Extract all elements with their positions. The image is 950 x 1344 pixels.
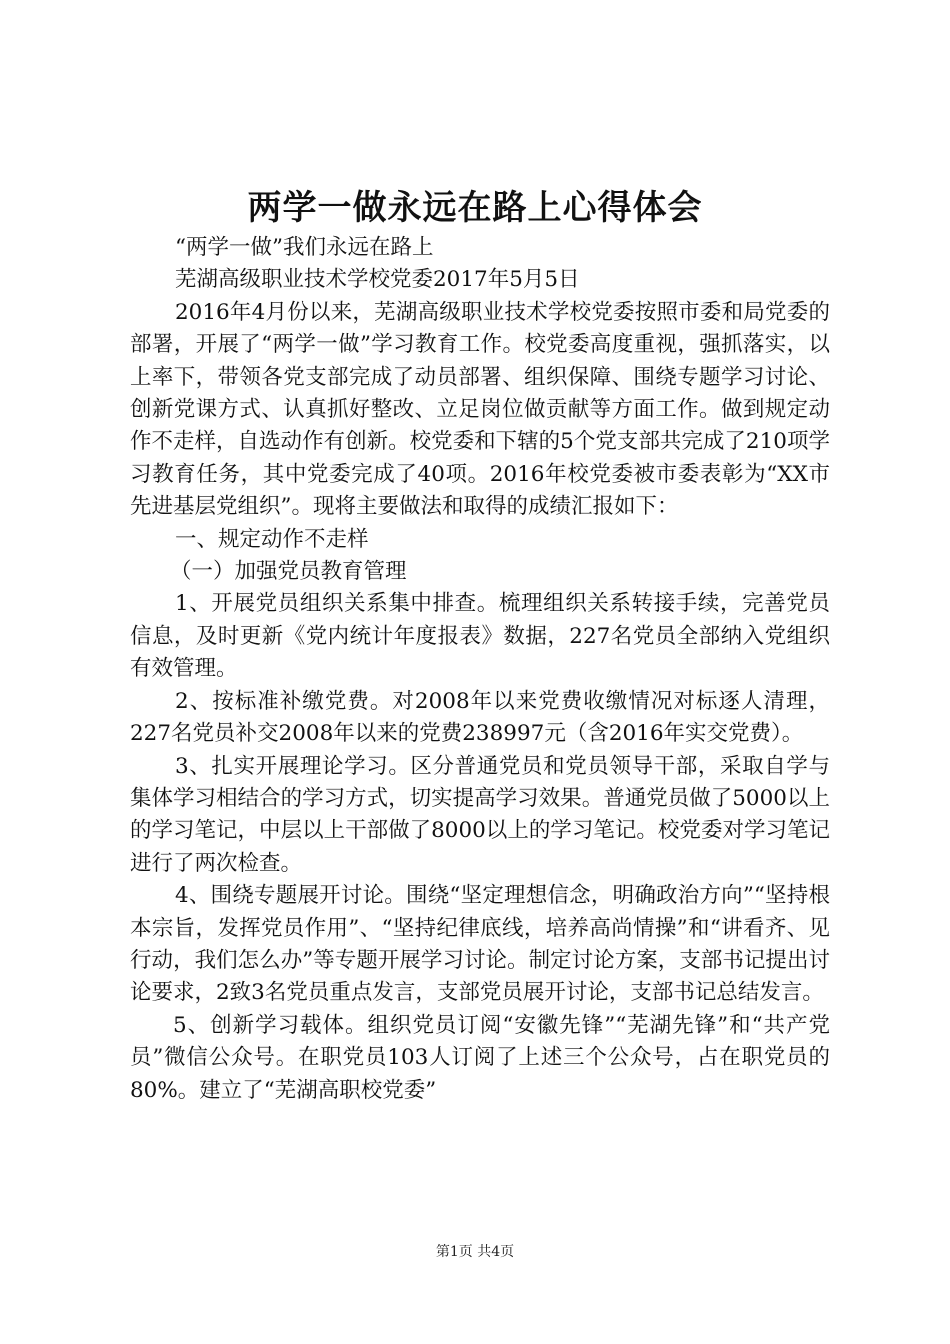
item-paragraph-2: 2、按标准补缴党费。对2008年以来党费收缴情况对标逐人清理，227名党员补交2008年以来的党费238997元（含2016年实交党费）。 bbox=[130, 688, 830, 747]
document-title: 两学一做永远在路上心得体会 bbox=[247, 188, 703, 228]
intro-paragraph: 2016年4月份以来，芜湖高级职业技术学校党委按照市委和局党委的部署，开展了“两学一做”学习教育工作。校党委高度重视，强抓落实，以上率下，带领各党支部完成了动员部署、组织保障、围绕专题学习讨论、创新党课方式、认真抓好整改、立足岗位做贡献等方面工作。做到规定动作不走样，自选动作有创新。校党委和下辖的5个党支部共完成了210项学习教育任务，其中党委完成了40项。2016年校党委被市委表彰为“XX市先进基层党组织”。现将主要做法和取得的成绩汇报如下： bbox=[130, 299, 830, 520]
subsection-heading: （一）加强党员教育管理 bbox=[170, 559, 407, 585]
section-heading: 一、规定动作不走样 bbox=[175, 526, 369, 552]
item-paragraph-1: 1、开展党员组织关系集中排查。梳理组织关系转接手续，完善党员信息，及时更新《党内统计年度报表》数据，227名党员全部纳入党组织有效管理。 bbox=[130, 591, 830, 682]
item-paragraph-4: 4、围绕专题展开讨论。围绕“坚定理想信念，明确政治方向”“坚持根本宗旨，发挥党员作用”、“坚持纪律底线，培养高尚情操”和“讲看齐、见行动，我们怎么办”等专题开展学习讨论。制定讨论方案，支部书记提出讨论要求，2致3名党员重点发言，支部党员展开讨论，支部书记总结发言。 bbox=[130, 883, 830, 1006]
author-date-paragraph: 芜湖高级职业技术学校党委2017年5月5日 bbox=[175, 267, 580, 293]
page-number: 第1页 共4页 bbox=[435, 1244, 515, 1260]
item-paragraph-3: 3、扎实开展理论学习。区分普通党员和党员领导干部，采取自学与集体学习相结合的学习方式，切实提高学习效果。普通党员做了5000以上的学习笔记，中层以上干部做了8000以上的学习笔记。校党委对学习笔记进行了两次检查。 bbox=[130, 753, 830, 876]
subtitle-paragraph: “两学一做”我们永远在路上 bbox=[175, 235, 434, 260]
item-paragraph-5: 5、创新学习载体。组织党员订阅“安徽先锋”“芜湖先锋”和“共产党员”微信公众号。在职党员103人订阅了上述三个公众号，占在职党员的80%。建立了“芜湖高职校党委” bbox=[130, 1012, 830, 1103]
document-body bbox=[130, 232, 830, 1107]
